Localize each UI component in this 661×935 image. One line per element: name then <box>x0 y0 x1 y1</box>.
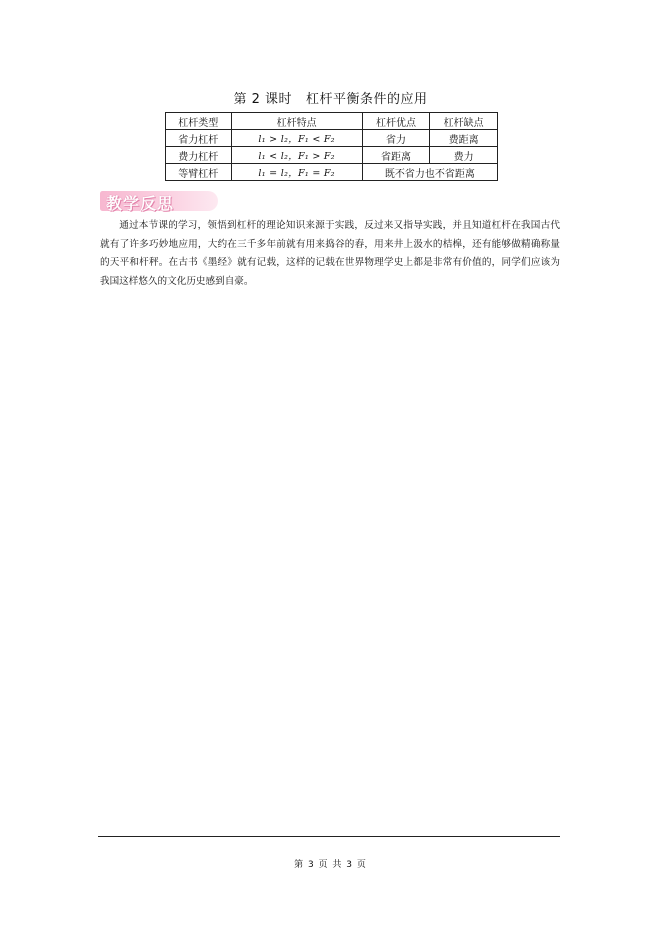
lever-comparison-table <box>165 112 498 181</box>
table-row <box>166 164 498 181</box>
lever-feature-cell: l₁ > l₂，F₁ < F₂ <box>231 130 362 147</box>
lever-type-cell: 费力杠杆 <box>166 147 232 164</box>
lever-advantage-cell: 省力 <box>362 130 430 147</box>
lever-disadvantage-cell: 费力 <box>430 147 498 164</box>
table-header-cell: 杠杆优点 <box>362 113 430 130</box>
lever-feature-cell: l₁ < l₂，F₁ > F₂ <box>231 147 362 164</box>
table-header-cell: 杠杆特点 <box>231 113 362 130</box>
lever-disadvantage-cell: 费距离 <box>430 130 498 147</box>
table-header-row <box>166 113 498 130</box>
page-title <box>0 88 661 107</box>
footer-divider <box>98 836 560 837</box>
lesson-number: 第 2 课时 <box>233 92 293 107</box>
lever-advantage-cell: 省距离 <box>362 147 430 164</box>
table-header-cell: 杠杆类型 <box>166 113 232 130</box>
reflection-heading-banner <box>100 189 220 213</box>
lesson-topic: 杠杆平衡条件的应用 <box>306 92 428 107</box>
lever-type-cell: 等臂杠杆 <box>166 164 232 181</box>
reflection-heading: 教学反思 <box>106 194 175 213</box>
table-row <box>166 130 498 147</box>
lever-merged-cell: 既不省力也不省距离 <box>362 164 497 181</box>
table-row <box>166 147 498 164</box>
lever-type-cell: 省力杠杆 <box>166 130 232 147</box>
reflection-paragraph: 通过本节课的学习，领悟到杠杆的理论知识来源于实践，反过来又指导实践，并且知道杠杆在我国古代就有了许多巧妙地应用，大约在三千多年前就有用来捣谷的舂，用来井上汲水的桔槔，还有能够做精确称量的天平和杆秤。在古书《墨经》就有记载，这样的记载在世界物理学史上都是非常有价值的，同学们应该为我国这样悠久的文化历史感到自豪。 <box>100 220 560 287</box>
lever-feature-cell: l₁ = l₂，F₁ = F₂ <box>231 164 362 181</box>
table-header-cell: 杠杆缺点 <box>430 113 498 130</box>
page-number: 第 3 页 共 3 页 <box>294 860 367 870</box>
